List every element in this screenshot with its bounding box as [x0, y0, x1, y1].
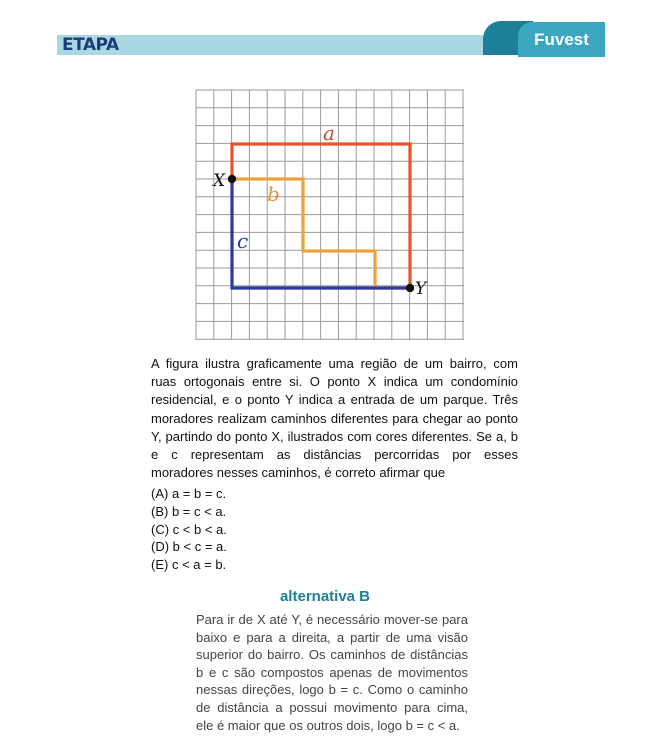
point-y-marker — [406, 284, 414, 292]
option-text: c < b < a. — [172, 521, 227, 537]
option-letter: (A) — [151, 486, 169, 501]
answer-text: Para ir de X até Y, é necessário mover-se para baixo e para a direita, a partir de uma visão superior do bairro. Os caminhos de distâncias b e c são compostos apenas de movimentos nessas direções, logo b = c. Como o caminho de distância a possui movimento para cima, ele é maior que os outros dois, logo b = c < a. — [196, 612, 468, 733]
option-letter: (C) — [151, 521, 170, 537]
option-b — [151, 503, 451, 521]
option-text: c < a = b. — [171, 557, 227, 573]
point-x-marker — [228, 175, 236, 183]
label-x: X — [213, 171, 226, 191]
option-e — [151, 556, 451, 574]
option-letter: (D) — [151, 539, 170, 555]
option-letter: (E) — [151, 557, 169, 573]
option-text: b = c < a. — [171, 503, 227, 519]
fuvest-tab: Fuvest — [518, 22, 605, 57]
option-text: b < c = a. — [172, 539, 227, 555]
option-text: a = b = c. — [171, 486, 227, 501]
label-b: b — [267, 182, 280, 206]
label-y: Y — [415, 279, 427, 299]
label-c: c — [237, 229, 249, 253]
answer-title: alternativa B — [279, 588, 371, 605]
label-a: a — [323, 121, 335, 145]
street-grid-figure — [195, 88, 475, 348]
street-grid-svg — [195, 88, 475, 348]
etapa-logo: ETAPA — [62, 35, 119, 55]
option-a — [151, 485, 451, 503]
option-letter: (B) — [151, 503, 169, 519]
answer-options — [151, 485, 451, 574]
option-d — [151, 538, 451, 556]
question-text: A figura ilustra graficamente uma região de um bairro, com ruas ortogonais entre si. O ponto X indica um condomínio residencial, e o ponto Y indica a entrada de um parque. Três moradores realizam caminhos diferentes para chegar ao ponto Y, partindo do ponto X, ilustrados com cores diferentes. Se a, b e c representam as distâncias percorridas por esses moradores nesses caminhos, é correto afirmar que — [151, 356, 518, 481]
option-c — [151, 521, 451, 539]
